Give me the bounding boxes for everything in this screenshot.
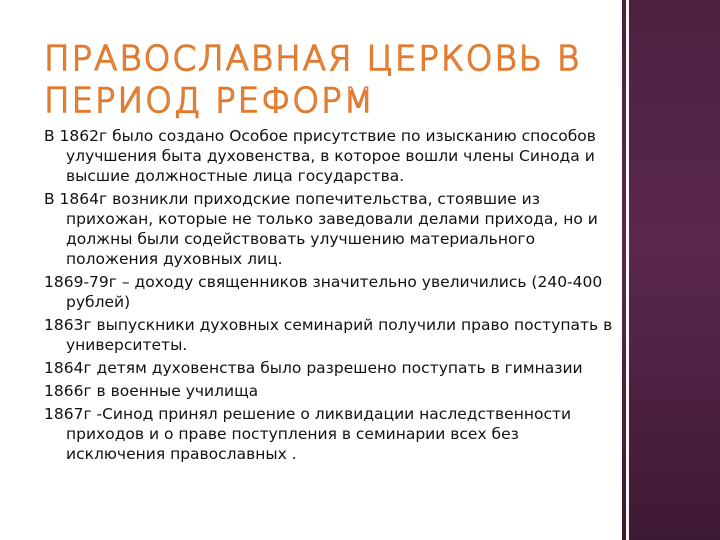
list-item: 1866г в военные училища — [44, 382, 259, 400]
list-item: 1863г выпускники духовных семинарий получили право поступать в университеты. — [44, 316, 613, 354]
list-item: 1864г детям духовенства было разрешено поступать в гимназии — [44, 359, 583, 377]
slide-title-line-1: ПРАВОСЛАВНАЯ ЦЕРКОВЬ В — [44, 39, 582, 79]
list-item: В 1864г возникли приходские попечительства, стоявшие из прихожан, которые не только заведовали делами прихода, но и должны были содействовать улучшению материального положения духовных лиц. — [44, 190, 598, 268]
list-item: 1869-79г – доходу священников значительно увеличились (240-400 рублей) — [44, 273, 603, 311]
slide-title-line-2: ПЕРИОД РЕФОРМ — [44, 81, 376, 121]
list-item: 1867г -Синод принял решение о ликвидации наследственности приходов и о праве поступления в семинарии всех без исключения православных . — [44, 405, 572, 463]
list-item: В 1862г было создано Особое присутствие по изысканию способов улучшения быта духовенства, в которое вошли члены Синода и высшие должностные лица государства. — [44, 127, 596, 185]
decorative-side-panel — [622, 0, 720, 540]
slide-title — [44, 38, 604, 122]
slide-body-list — [44, 126, 614, 467]
decorative-side-line — [626, 0, 629, 540]
